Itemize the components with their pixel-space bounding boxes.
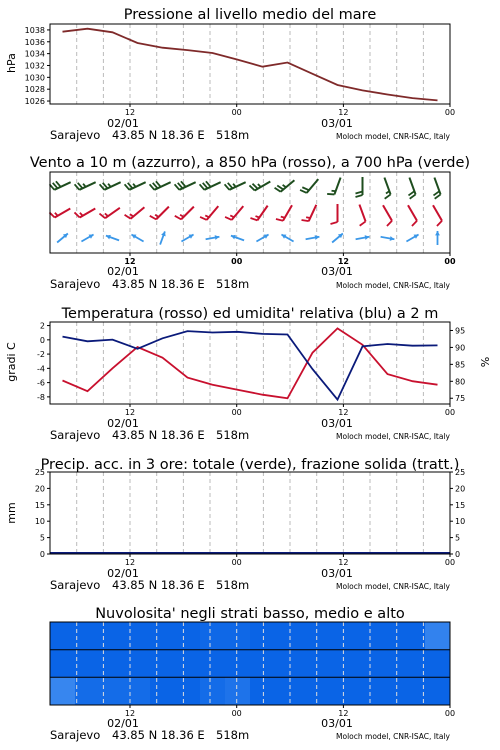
cloud-cell-basso <box>300 677 326 705</box>
y-tick-label: 1030 <box>24 73 45 83</box>
wind-barb-700-hpa <box>275 180 295 192</box>
temperature-yticks <box>37 322 50 402</box>
wind-barb-half-feather <box>133 184 136 187</box>
clouds-model-credit: Moloch model, CNR-ISAC, Italy <box>336 732 450 741</box>
y-tick-label: 20 <box>455 484 466 494</box>
wind-barb-feather <box>385 194 391 198</box>
clouds-title: Nuvolosita' negli strati basso, medio e alto <box>95 606 405 622</box>
wind-barb-half-feather <box>205 215 209 217</box>
pressure-panel <box>5 7 455 142</box>
cloud-cell-basso <box>225 677 251 705</box>
y-tick-label: 1036 <box>24 37 45 47</box>
wind-barb-700-hpa <box>249 182 270 191</box>
x-tick-label: 00 <box>444 709 456 718</box>
wind-panel <box>30 155 470 291</box>
y-tick-label: -6 <box>37 378 45 388</box>
wind-barb-feather <box>387 221 392 226</box>
wind-barb-850-hpa <box>383 205 392 226</box>
wind-barb-850-hpa <box>125 207 145 219</box>
pressure-location-name: Sarajevo <box>50 128 101 142</box>
wind-barb-10-m <box>131 235 143 242</box>
wind-barb-half-feather <box>306 217 310 218</box>
cloud-cell-alto <box>200 622 226 650</box>
wind-barb-850-hpa <box>175 207 194 220</box>
precipitation-plot-frame <box>50 472 450 554</box>
temperature-series <box>63 328 438 399</box>
temperature-location-elevation: 518m <box>216 428 250 442</box>
cloud-cell-alto <box>175 622 201 650</box>
wind-barb-half-feather <box>80 213 83 216</box>
wind-barbs <box>49 177 442 245</box>
clouds-date-1: 02/01 <box>107 717 139 730</box>
wind-barb-10-m <box>306 235 320 240</box>
cloud-cell-basso <box>175 677 201 705</box>
x-tick-label: 00 <box>444 408 456 417</box>
x-tick-label: 12 <box>124 558 136 567</box>
wind-barb-700-hpa <box>125 182 146 190</box>
wind-barb-10-m <box>256 235 268 242</box>
pressure-date-1: 02/01 <box>107 117 139 130</box>
precipitation-yticks <box>35 468 50 559</box>
cloud-cell-basso <box>75 677 101 705</box>
wind-barb-feather <box>175 216 181 220</box>
y-tick-label: 90 <box>455 343 466 353</box>
wind-barb-850-hpa <box>99 208 119 218</box>
cloud-cell-alto <box>325 622 351 650</box>
wind-barb-feather <box>410 194 416 198</box>
wind-barb-850-hpa <box>433 205 442 226</box>
cloud-cell-alto <box>425 622 451 650</box>
pressure-location-coords: 43.85 N 18.36 E <box>112 128 205 142</box>
x-tick-label: 12 <box>124 408 136 417</box>
clouds-location-name: Sarajevo <box>50 728 101 742</box>
wind-barb-feather <box>437 221 442 226</box>
x-tick-label: 12 <box>338 408 349 417</box>
temperature-date-2: 03/01 <box>321 417 353 430</box>
precipitation-right-yticks <box>450 468 465 559</box>
temperature-location-coords: 43.85 N 18.36 E <box>112 428 205 442</box>
wind-barb-half-feather <box>83 184 86 187</box>
wind-barb-700-hpa <box>300 179 318 193</box>
cloud-cell-alto <box>350 622 376 650</box>
wind-barb-half-feather <box>108 184 111 187</box>
x-tick-label: 12 <box>338 558 349 567</box>
y-tick-label: -2 <box>37 350 45 360</box>
x-tick-label: 12 <box>338 709 349 718</box>
y-tick-label: 1034 <box>24 49 45 59</box>
wind-barb-half-feather <box>281 217 285 218</box>
wind-barb-850-hpa <box>49 209 70 218</box>
wind-barb-700-hpa <box>225 182 246 190</box>
precipitation-title: Precip. acc. in 3 ore: totale (verde), frazione solida (tratt.) <box>40 457 460 473</box>
wind-barb-10-m <box>206 235 220 240</box>
cloud-cell-basso <box>400 677 426 705</box>
wind-barb-half-feather <box>155 215 159 217</box>
cloud-cell-alto <box>300 622 326 650</box>
wind-barb-850-hpa <box>302 205 317 221</box>
wind-barb-shaft <box>433 205 442 221</box>
x-tick-label: 00 <box>444 108 456 117</box>
precipitation-date-1: 02/01 <box>107 567 139 580</box>
wind-date-1: 02/01 <box>107 265 139 278</box>
wind-plot-frame <box>50 172 450 253</box>
cloud-cell-medio <box>175 650 201 678</box>
temperature-line <box>63 328 438 398</box>
wind-barb-shaft <box>359 205 365 222</box>
cloud-cell-alto <box>275 622 301 650</box>
wind-barb-10-m <box>281 235 293 242</box>
wind-barb-10-m <box>57 234 68 243</box>
pressure-ylabel: hPa <box>5 53 18 73</box>
pressure-model-credit: Moloch model, CNR-ISAC, Italy <box>336 132 450 141</box>
clouds-location-elevation: 518m <box>216 728 250 742</box>
wind-barb-feather <box>360 221 366 225</box>
cloud-cell-medio <box>150 650 176 678</box>
precipitation-panel <box>5 457 465 592</box>
y-tick-label: 10 <box>34 517 45 527</box>
temperature-model-credit: Moloch model, CNR-ISAC, Italy <box>336 432 450 441</box>
wind-barb-half-feather <box>255 216 259 217</box>
cloud-cell-alto <box>250 622 276 650</box>
wind-barb-feather <box>300 190 307 193</box>
y-tick-label: 10 <box>455 517 466 527</box>
temperature-date-1: 02/01 <box>107 417 139 430</box>
precipitation-location-elevation: 518m <box>216 578 250 592</box>
wind-location-elevation: 518m <box>216 277 250 291</box>
wind-barb-feather <box>250 218 257 220</box>
wind-barb-850-hpa <box>74 209 95 218</box>
y-tick-label: 2 <box>39 321 45 331</box>
wind-barb-700-hpa <box>356 177 363 197</box>
cloud-cell-medio <box>225 650 251 678</box>
precipitation-location-coords: 43.85 N 18.36 E <box>112 578 205 592</box>
wind-xticks <box>124 253 456 266</box>
y-tick-label: 5 <box>39 533 45 543</box>
pressure-date-2: 03/01 <box>321 117 353 130</box>
temperature-xticks <box>125 404 455 417</box>
y-tick-label: 15 <box>34 500 45 510</box>
cloud-cell-basso <box>150 677 176 705</box>
wind-barb-700-hpa <box>327 178 340 195</box>
x-tick-label: 12 <box>124 108 136 117</box>
clouds-xticks <box>125 705 455 718</box>
y-tick-label: 5 <box>455 533 461 543</box>
wind-barb-700-hpa <box>433 178 440 199</box>
x-tick-label: 00 <box>231 257 243 266</box>
y-tick-label: 75 <box>455 394 466 404</box>
precipitation-model-credit: Moloch model, CNR-ISAC, Italy <box>336 582 450 591</box>
pressure-xticks <box>125 104 455 117</box>
wind-barb-850-hpa <box>408 205 417 226</box>
wind-barb-half-feather <box>386 191 389 193</box>
wind-barb-feather <box>276 219 283 221</box>
precipitation-date-2: 03/01 <box>321 567 353 580</box>
wind-barb-shaft <box>408 205 417 221</box>
pressure-yticks <box>25 26 50 106</box>
wind-barb-feather <box>412 221 417 226</box>
y-tick-label: -4 <box>37 364 45 374</box>
wind-barb-850-hpa <box>331 204 338 224</box>
humidity-line <box>63 331 438 400</box>
cloud-cell-basso <box>325 677 351 705</box>
y-tick-label: 85 <box>455 360 466 370</box>
y-tick-label: 1028 <box>24 85 45 95</box>
wind-barb-10-m <box>106 235 119 241</box>
cloud-cell-medio <box>275 650 301 678</box>
wind-date-2: 03/01 <box>321 265 353 278</box>
wind-barb-850-hpa <box>359 205 365 226</box>
temperature-ylabel: gradi C <box>5 342 18 382</box>
wind-barb-700-hpa <box>408 178 415 199</box>
cloud-cell-basso <box>250 677 276 705</box>
precipitation-location-name: Sarajevo <box>50 578 101 592</box>
wind-arrow-head <box>435 231 440 235</box>
wind-barb-half-feather <box>283 185 286 187</box>
cloud-cell-alto <box>75 622 101 650</box>
wind-barb-700-hpa <box>75 182 96 190</box>
x-tick-label: 12 <box>124 257 136 266</box>
precipitation-grid <box>77 472 424 554</box>
y-tick-label: 95 <box>455 326 466 336</box>
cloud-cell-basso <box>50 677 76 705</box>
y-tick-label: 0 <box>455 550 461 559</box>
wind-barb-700-hpa <box>150 181 171 189</box>
y-tick-label: 1032 <box>24 61 45 71</box>
wind-barb-10-m <box>231 235 244 241</box>
wind-model-credit: Moloch model, CNR-ISAC, Italy <box>336 281 450 290</box>
x-tick-label: 00 <box>444 558 456 567</box>
wind-barb-10-m <box>406 235 418 242</box>
x-tick-label: 00 <box>231 408 242 417</box>
wind-barb-10-m <box>81 235 93 242</box>
precipitation-ylabel: mm <box>5 502 18 524</box>
wind-barb-700-hpa <box>384 178 390 199</box>
wind-barb-850-hpa <box>150 207 169 220</box>
x-tick-label: 00 <box>231 709 242 718</box>
cloud-cell-medio <box>400 650 426 678</box>
wind-barb-feather <box>99 214 105 219</box>
cloud-cell-alto <box>125 622 151 650</box>
cloud-cell-medio <box>325 650 351 678</box>
cloud-cell-medio <box>75 650 101 678</box>
cloud-cell-alto <box>150 622 176 650</box>
cloud-cell-medio <box>200 650 226 678</box>
x-tick-label: 12 <box>338 108 349 117</box>
y-tick-label: 20 <box>34 484 45 494</box>
cloud-cell-basso <box>275 677 301 705</box>
wind-barb-feather <box>225 217 232 220</box>
y-tick-label: 25 <box>455 468 466 477</box>
pressure-location-elevation: 518m <box>216 128 250 142</box>
pressure-line <box>63 29 438 101</box>
cloud-cell-medio <box>425 650 451 678</box>
wind-barb-feather <box>302 187 309 190</box>
wind-barb-feather <box>150 216 156 220</box>
cloud-cell-medio <box>125 650 151 678</box>
wind-barb-feather <box>331 222 338 224</box>
x-tick-label: 00 <box>231 108 242 117</box>
y-tick-label: 1026 <box>24 97 45 107</box>
wind-barb-850-hpa <box>250 206 267 221</box>
y-tick-label: 0 <box>39 335 45 345</box>
wind-barb-10-m <box>381 236 395 241</box>
cloud-cell-alto <box>225 622 251 650</box>
wind-barb-10-m <box>356 235 370 240</box>
y-tick-label: 25 <box>34 468 45 477</box>
temperature-panel <box>5 306 492 442</box>
cloud-cell-basso <box>200 677 226 705</box>
wind-barb-10-m <box>435 231 440 245</box>
wind-barb-feather <box>356 195 363 197</box>
wind-barb-shaft <box>383 205 392 221</box>
wind-barb-10-m <box>332 234 343 243</box>
wind-barb-850-hpa <box>200 206 218 220</box>
precipitation-xticks <box>125 554 455 567</box>
humidity-yticks <box>450 326 465 403</box>
clouds-heatmap <box>50 622 451 706</box>
x-tick-label: 12 <box>337 257 349 266</box>
y-tick-label: 1038 <box>24 25 45 35</box>
y-tick-label: 80 <box>455 377 466 387</box>
temperature-title: Temperatura (rosso) ed umidita' relativa (blu) a 2 m <box>61 306 439 322</box>
clouds-panel <box>50 606 455 742</box>
wind-barb-feather <box>275 188 281 192</box>
cloud-cell-basso <box>350 677 376 705</box>
cloud-cell-alto <box>50 622 76 650</box>
pressure-title: Pressione al livello medio del mare <box>123 7 377 23</box>
x-tick-label: 00 <box>444 257 456 266</box>
wind-location-name: Sarajevo <box>50 277 101 291</box>
y-tick-label: -8 <box>37 392 45 402</box>
pressure-series <box>63 29 438 101</box>
cloud-cell-alto <box>400 622 426 650</box>
cloud-cell-medio <box>300 650 326 678</box>
wind-barb-850-hpa <box>225 206 243 220</box>
wind-barb-feather <box>200 217 207 220</box>
wind-barb-feather <box>327 194 334 195</box>
cloud-cell-medio <box>50 650 76 678</box>
wind-barb-700-hpa <box>175 181 196 189</box>
wind-barb-700-hpa <box>100 182 121 190</box>
x-tick-label: 00 <box>231 558 242 567</box>
cloud-cell-medio <box>350 650 376 678</box>
clouds-location-coords: 43.85 N 18.36 E <box>112 728 205 742</box>
wind-barb-700-hpa <box>50 181 71 189</box>
wind-barb-half-feather <box>258 184 261 187</box>
x-tick-label: 12 <box>124 709 136 718</box>
humidity-ylabel: % <box>479 356 492 368</box>
wind-barb-feather <box>433 191 439 195</box>
wind-barb-half-feather <box>105 213 108 216</box>
wind-title: Vento a 10 m (azzurro), a 850 hPa (rosso), a 700 hPa (verde) <box>29 155 471 171</box>
cloud-cell-basso <box>425 677 451 705</box>
wind-barb-half-feather <box>230 215 234 217</box>
wind-barb-half-feather <box>233 184 236 187</box>
temperature-location-name: Sarajevo <box>50 428 101 442</box>
y-tick-label: 0 <box>39 550 45 559</box>
cloud-cell-medio <box>250 650 276 678</box>
wind-barb-feather <box>356 192 363 194</box>
wind-barb-feather <box>408 191 414 195</box>
y-tick-label: 15 <box>455 500 466 510</box>
wind-barb-feather <box>435 194 441 198</box>
wind-barb-feather <box>302 220 309 221</box>
wind-barb-10-m <box>160 231 166 244</box>
wind-barb-feather <box>277 185 283 189</box>
clouds-date-2: 03/01 <box>321 717 353 730</box>
wind-barb-half-feather <box>55 213 58 216</box>
wind-barb-850-hpa <box>276 205 292 221</box>
wind-location-coords: 43.85 N 18.36 E <box>112 277 205 291</box>
cloud-cell-basso <box>125 677 151 705</box>
